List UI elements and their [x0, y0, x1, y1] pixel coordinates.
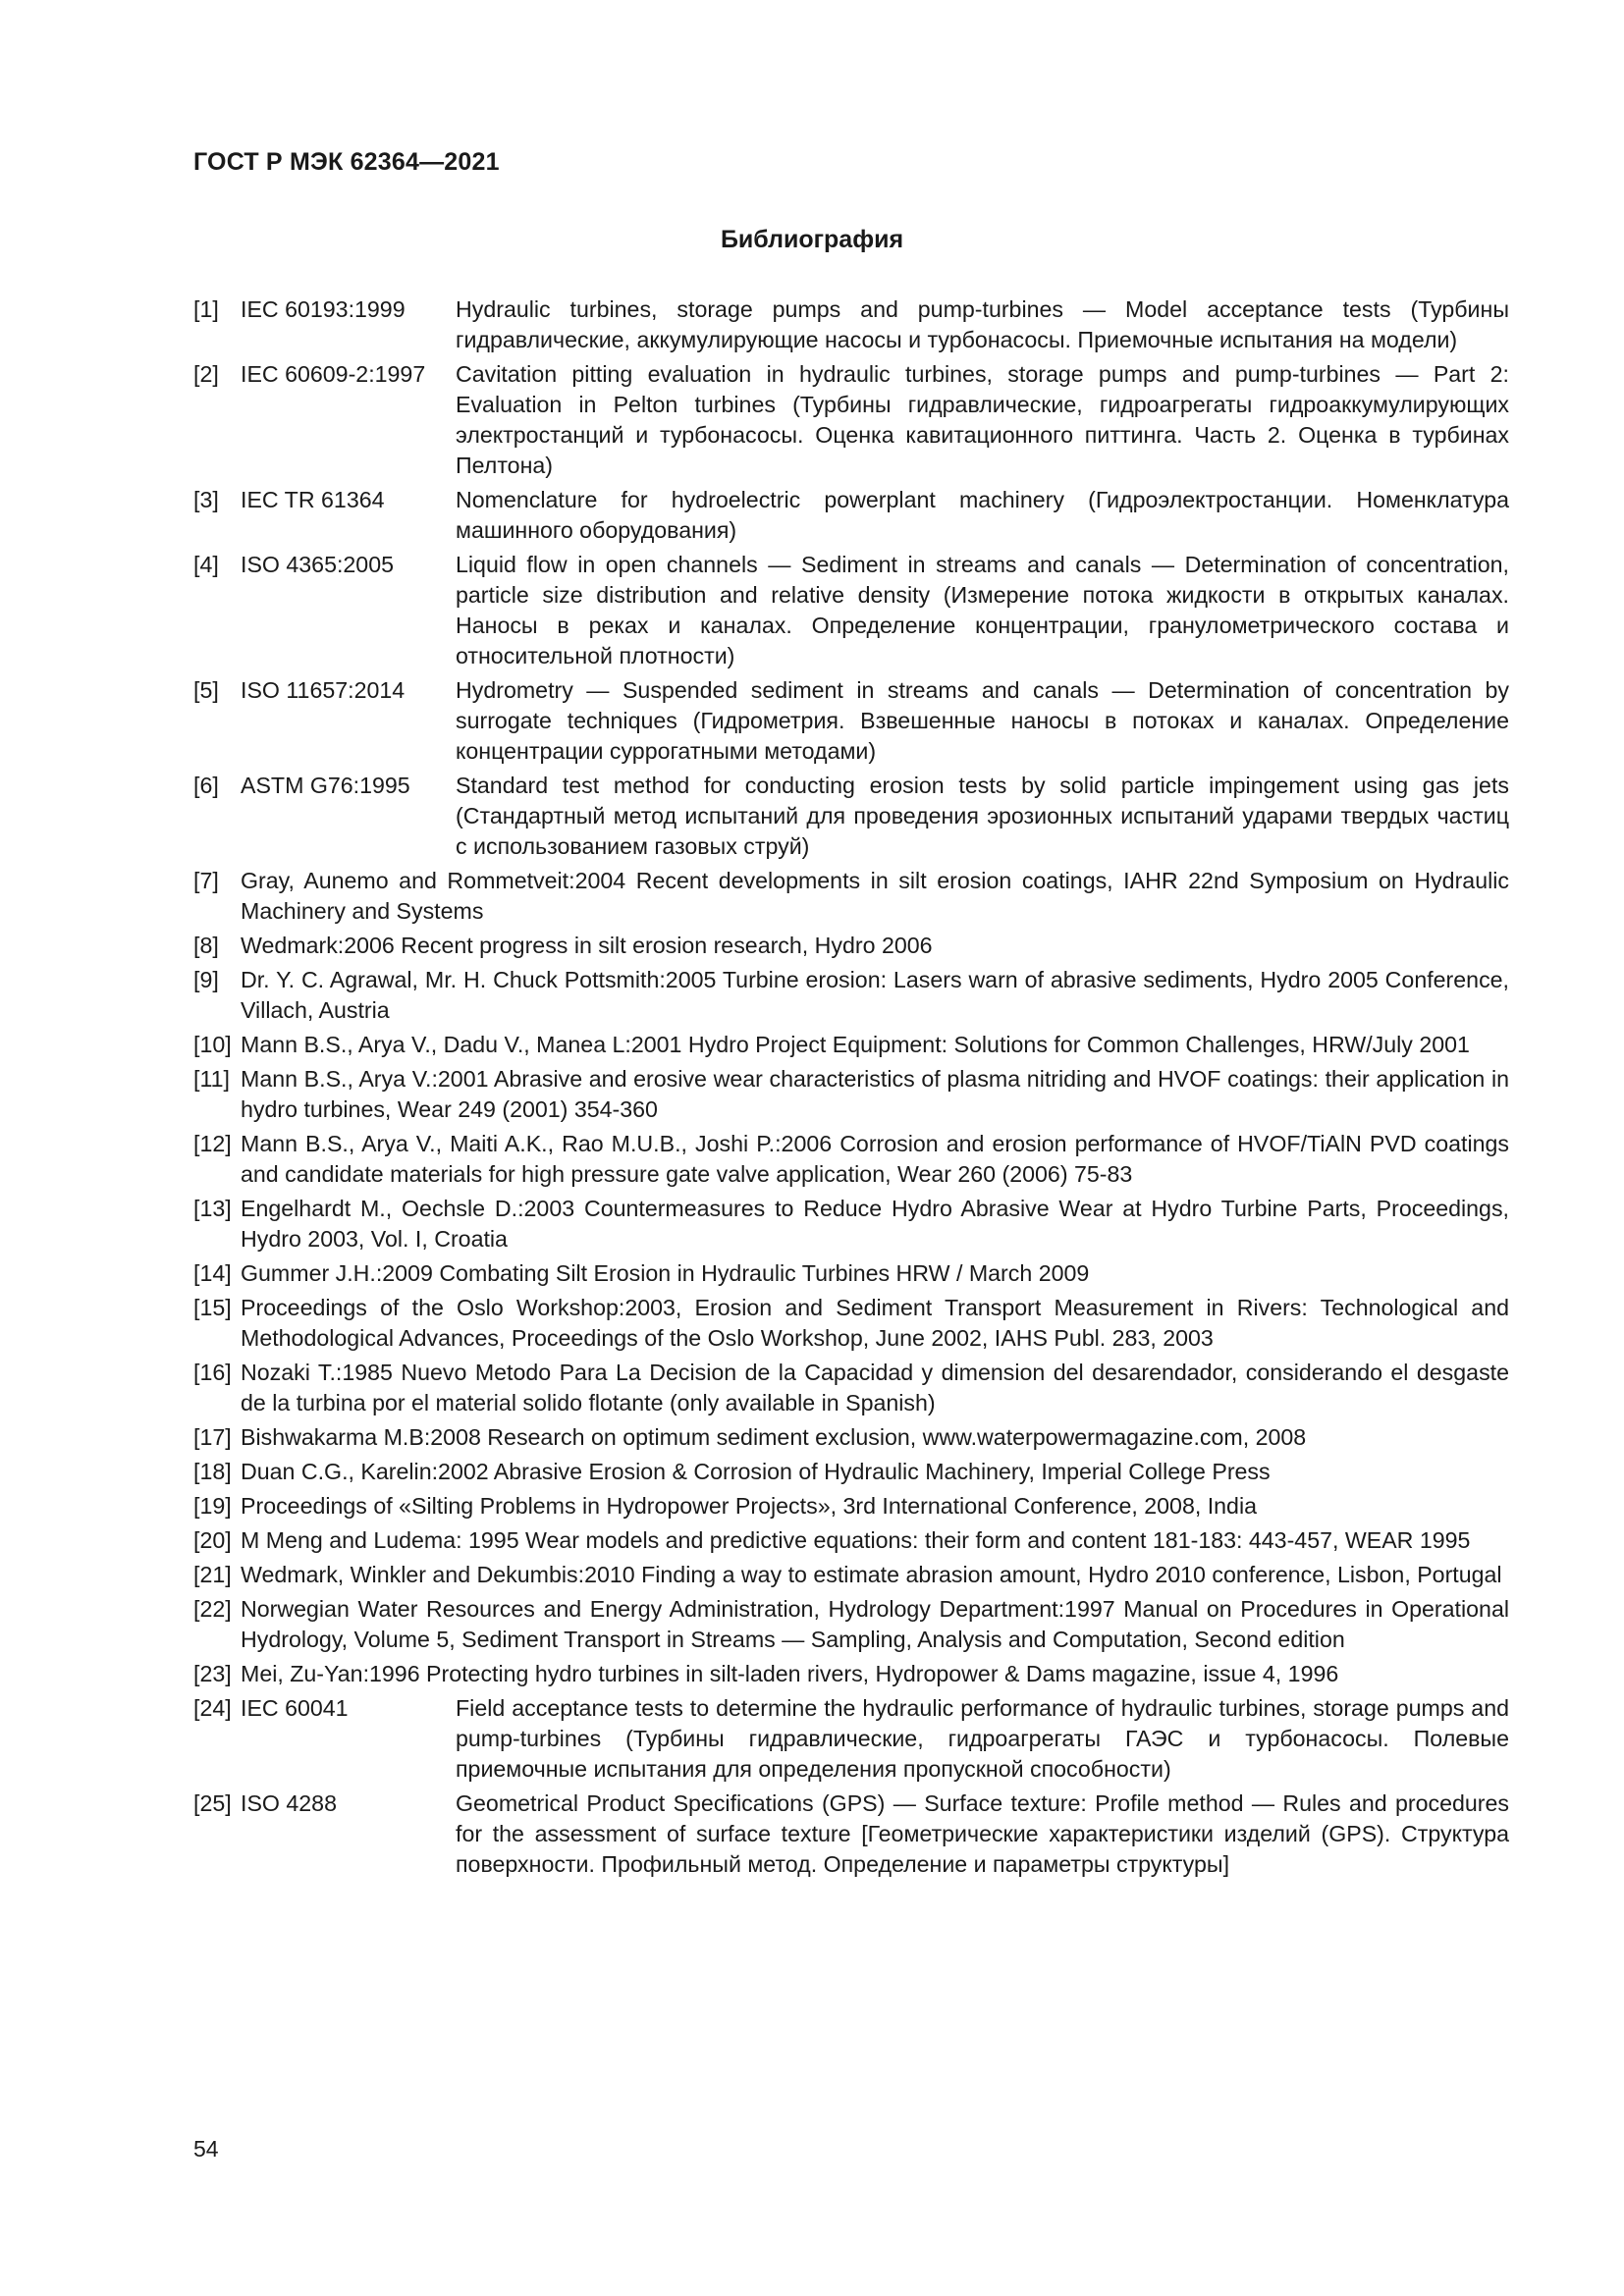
entry-description: Proceedings of «Silting Problems in Hydropower Projects», 3rd International Conference, 2008, India: [241, 1493, 1258, 1519]
entry-number: [11]: [193, 1066, 230, 1092]
bibliography-entry: [193, 1358, 1509, 1418]
entry-description: Dr. Y. C. Agrawal, Mr. H. Chuck Pottsmith:2005 Turbine erosion: Lasers warn of abrasive sediments, Hydro 2005 Conference, Villach, Austria: [241, 967, 1509, 1023]
entry-description: Nomenclature for hydroelectric powerplant machinery (Гидроэлектростанции. Номенклатура машинного оборудования): [456, 487, 1509, 543]
entry-number: [10]: [193, 1032, 232, 1057]
bibliography-entry: [193, 1789, 1509, 1880]
bibliography-list: [193, 294, 1509, 1884]
entry-description: Wedmark:2006 Recent progress in silt erosion research, Hydro 2006: [241, 933, 933, 958]
entry-standard-code: ISO 4365:2005: [241, 552, 394, 577]
entry-number: [20]: [193, 1527, 232, 1553]
bibliography-entry: [193, 1525, 1509, 1556]
bibliography-entry: [193, 931, 1509, 961]
bibliography-entry: [193, 965, 1509, 1026]
entry-description: Mann B.S., Arya V., Maiti A.K., Rao M.U.B., Joshi P.:2006 Corrosion and erosion performance of HVOF/TiAlN PVD coatings and candidate materials for high pressure gate valve application, Wear 260 (2006) 75-83: [241, 1131, 1509, 1187]
entry-number: [2]: [193, 361, 219, 387]
entry-description: Gummer J.H.:2009 Combating Silt Erosion in Hydraulic Turbines HRW / March 2009: [241, 1260, 1090, 1286]
entry-number: [5]: [193, 677, 219, 703]
entry-description: Gray, Aunemo and Rommetveit:2004 Recent developments in silt erosion coatings, IAHR 22nd Symposium on Hydraulic Machinery and Systems: [241, 868, 1509, 924]
entry-number: [25]: [193, 1790, 232, 1816]
entry-number: [21]: [193, 1562, 232, 1587]
entry-description: Duan C.G., Karelin:2002 Abrasive Erosion & Corrosion of Hydraulic Machinery, Imperial College Press: [241, 1459, 1271, 1484]
entry-number: [16]: [193, 1360, 232, 1385]
entry-description: Engelhardt M., Oechsle D.:2003 Countermeasures to Reduce Hydro Abrasive Wear at Hydro Turbine Parts, Proceedings, Hydro 2003, Vol. I, Croatia: [241, 1196, 1509, 1252]
entry-description: Cavitation pitting evaluation in hydraulic turbines, storage pumps and pump-turbines — Part 2: Evaluation in Pelton turbines (Турбины гидравлические, гидроагрегаты гидроаккумулирующих электростанций и турбонасосы. Оценка кавитационного питтинга. Часть 2. Оценка в турбинах Пелтона): [456, 361, 1509, 478]
entry-description: Proceedings of the Oslo Workshop:2003, Erosion and Sediment Transport Measurement in Rivers: Technological and Methodological Advances, Proceedings of the Oslo Workshop, June 2002, IAHS Publ. 283, 2003: [241, 1295, 1509, 1351]
entry-number: [19]: [193, 1493, 232, 1519]
bibliography-entry: [193, 359, 1509, 481]
bibliography-entry: [193, 1457, 1509, 1487]
entry-number: [8]: [193, 933, 219, 958]
entry-description: Field acceptance tests to determine the hydraulic performance of hydraulic turbines, storage pumps and pump-turbines (Турбины гидравлические, гидроагрегаты ГАЭС и турбонасосы. Полевые приемочные испытания для определения пропускной способности): [456, 1695, 1509, 1782]
bibliography-entry: [193, 771, 1509, 862]
entry-number: [3]: [193, 487, 219, 512]
entry-standard-code: ASTM G76:1995: [241, 773, 410, 798]
bibliography-entry: [193, 294, 1509, 355]
entry-number: [17]: [193, 1424, 232, 1450]
bibliography-entry: [193, 1659, 1509, 1689]
entry-number: [13]: [193, 1196, 232, 1221]
entry-number: [7]: [193, 868, 219, 893]
entry-description: Wedmark, Winkler and Dekumbis:2010 Finding a way to estimate abrasion amount, Hydro 2010 conference, Lisbon, Portugal: [241, 1562, 1502, 1587]
entry-standard-code: ISO 4288: [241, 1790, 337, 1816]
entry-standard-code: IEC 60193:1999: [241, 296, 406, 322]
entry-description: Norwegian Water Resources and Energy Administration, Hydrology Department:1997 Manual on Procedures in Operational Hydrology, Volume 5, Sediment Transport in Streams — Sampling, Analysis and Computation, Second edition: [241, 1596, 1509, 1652]
bibliography-entry: [193, 1693, 1509, 1785]
bibliography-entry: [193, 1064, 1509, 1125]
entry-description: Mann B.S., Arya V., Dadu V., Manea L:2001 Hydro Project Equipment: Solutions for Common Challenges, HRW/July 2001: [241, 1032, 1470, 1057]
entry-description: Liquid flow in open channels — Sediment in streams and canals — Determination of concentration, particle size distribution and relative density (Измерение потока жидкости в открытых каналах. Наносы в реках и каналах. Определение концентрации, гранулометрического состава и относительной плотности): [456, 552, 1509, 668]
entry-description: Hydrometry — Suspended sediment in streams and canals — Determination of concentration by surrogate techniques (Гидрометрия. Взвешенные наносы в потоках и каналах. Определение концентрации суррогатными методами): [456, 677, 1509, 764]
entry-number: [1]: [193, 296, 219, 322]
entry-standard-code: ISO 11657:2014: [241, 677, 406, 703]
bibliography-entry: [193, 1560, 1509, 1590]
page-number: 54: [193, 2136, 219, 2162]
entry-number: [9]: [193, 967, 219, 992]
bibliography-entry: [193, 1293, 1509, 1354]
document-standard-id: ГОСТ Р МЭК 62364—2021: [193, 148, 500, 176]
entry-description: Nozaki T.:1985 Nuevo Metodo Para La Decision de la Capacidad y dimension del desarendador, considerando el desgaste de la turbina por el material solido flotante (only available in Spanish): [241, 1360, 1509, 1415]
entry-description: Geometrical Product Specifications (GPS) — Surface texture: Profile method — Rules and procedures for the assessment of surface texture [Геометрические характеристики изделий (GPS). Структура поверхности. Профильный метод. Определение и параметры структуры]: [456, 1790, 1509, 1877]
entry-number: [4]: [193, 552, 219, 577]
entry-number: [23]: [193, 1661, 232, 1686]
entry-number: [22]: [193, 1596, 232, 1622]
entry-standard-code: IEC 60041: [241, 1695, 349, 1721]
bibliography-entry: [193, 1129, 1509, 1190]
bibliography-entry: [193, 1422, 1509, 1453]
entry-description: M Meng and Ludema: 1995 Wear models and predictive equations: their form and content 181-183: 443-457, WEAR 1995: [241, 1527, 1471, 1553]
entry-standard-code: IEC TR 61364: [241, 487, 385, 512]
entry-description: Mann B.S., Arya V.:2001 Abrasive and erosive wear characteristics of plasma nitriding and HVOF coatings: their application in hydro turbines, Wear 249 (2001) 354-360: [241, 1066, 1509, 1122]
entry-number: [24]: [193, 1695, 232, 1721]
bibliography-entry: [193, 1594, 1509, 1655]
entry-standard-code: IEC 60609-2:1997: [241, 361, 426, 387]
bibliography-entry: [193, 550, 1509, 671]
entry-description: Mei, Zu-Yan:1996 Protecting hydro turbines in silt-laden rivers, Hydropower & Dams magazine, issue 4, 1996: [241, 1661, 1339, 1686]
entry-description: Standard test method for conducting erosion tests by solid particle impingement using gas jets (Стандартный метод испытаний для проведения эрозионных испытаний ударами твердых частиц с использованием газовых струй): [456, 773, 1509, 859]
bibliography-entry: [193, 485, 1509, 546]
entry-number: [6]: [193, 773, 219, 798]
entry-number: [18]: [193, 1459, 232, 1484]
bibliography-entry: [193, 866, 1509, 927]
bibliography-entry: [193, 1030, 1509, 1060]
bibliography-entry: [193, 1258, 1509, 1289]
entry-number: [12]: [193, 1131, 232, 1156]
bibliography-entry: [193, 1194, 1509, 1255]
entry-number: [15]: [193, 1295, 232, 1320]
page-title: Библиография: [720, 226, 904, 253]
entry-number: [14]: [193, 1260, 232, 1286]
entry-description: Bishwakarma M.B:2008 Research on optimum sediment exclusion, www.waterpowermagazine.com, 2008: [241, 1424, 1307, 1450]
bibliography-entry: [193, 675, 1509, 767]
bibliography-entry: [193, 1491, 1509, 1522]
entry-description: Hydraulic turbines, storage pumps and pump-turbines — Model acceptance tests (Турбины гидравлические, аккумулирующие насосы и турбонасосы. Приемочные испытания на модели): [456, 296, 1509, 352]
